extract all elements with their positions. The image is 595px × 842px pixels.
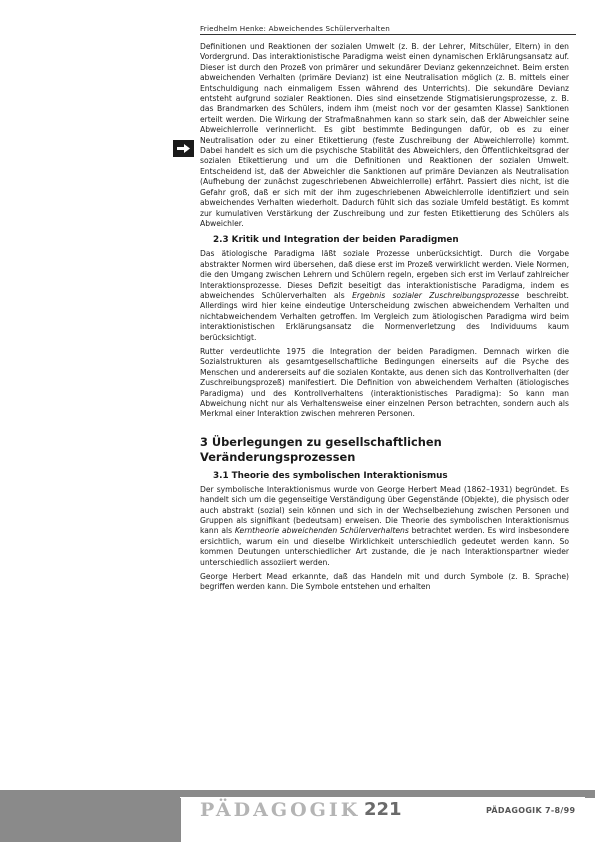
arrow-right-icon <box>173 140 194 157</box>
emphasis-text: Kerntheorie abweichenden Schülerverhaltens <box>234 526 409 536</box>
emphasis-text: Ergebnis sozialer Zuschreibungsprozesse <box>352 290 520 300</box>
paragraph-text: betrachtet werden. Es wird insbesondere ersichtlich, warum ein und dieselbe Wirklichkeit unterschiedlich gedeutet werden kann. So kommen Deutungen unterschiedlicher Art zustande, die je nach Interaktionspartner wieder unterschiedlich assoziiert werden. <box>200 526 569 567</box>
paragraph <box>200 249 569 343</box>
page-number: 221 <box>364 799 402 820</box>
issue-label: PÄDAGOGIK 7-8/99 <box>486 806 576 815</box>
subheading: 2.3 Kritik und Integration der beiden Paradigmen <box>213 235 459 246</box>
subheading: 3.1 Theorie des symbolischen Interaktionismus <box>213 470 448 481</box>
section-heading: 3 Überlegungen zu gesellschaftlichen Veränderungsprozessen <box>200 434 442 464</box>
paragraph-text: beschreibt. Allerdings wird hier keine eindeutige Unterscheidung zwischen abweichendem Verhalten und nichtabweichendem Verhalten getroffen. Im Vergleich zum ätiologischen Paradigma wird beim interaktionistischen Erklärungsansatz die Normenverletzung des Individuums kaum berücksichtigt. <box>200 290 569 342</box>
magazine-logo: PÄDAGOGIK <box>200 799 361 821</box>
paragraph: Rutter verdeutlichte 1975 die Integration der beiden Paradigmen. Demnach wirken die Sozialstrukturen als gesamtgesellschaftliche Bedingungen einerseits auf die Psyche des Menschen und andererseits auf die sozialen Kontakte, aus denen sich das Kontrollverhalten (der Zuschreibungsprozeß) manifestiert. Die Definition von abweichendem Verhalten (ätiologisches Paradigma) und des Kontrollverhaltens (interaktionistisches Paradigma): So kann man Abweichung nicht nur als Verhaltensweise einer einzelnen Person betrachten, sondern auch als Merkmal einer Interaktion zwischen mehreren Personen. <box>200 346 569 419</box>
paragraph-text: Der symbolische Interaktionismus wurde von George Herbert Mead (1862–1931) begründet. Es handelt sich um die gegenseitige Verständigung über Gegenstände (Objekte), die physisch oder auch abstrakt (sozial) sein können und sich in der Wechselbeziehung zwischen Personen und Gruppen als signifikant (bedeutsam) erweisen. Die Theorie des symbolischen Interaktionismus kann als <box>200 484 569 536</box>
header-rule <box>200 34 576 35</box>
paragraph-text: Das ätiologische Paradigma läßt soziale Prozesse unberücksichtigt. Durch die Vorgabe abstrakter Normen wird übersehen, daß diese erst im Prozeß verwirklicht werden. Viele Normen, die den Umgang zwischen Lehrern und Schülern regeln, ergeben sich erst im Verlauf zahlreicher Interaktionsprozesse. Dieses Defizit beseitigt das interaktionistische Paradigma, indem es abweichendes Schülerverhalten als <box>200 249 569 300</box>
paragraph: Definitionen und Reaktionen der sozialen Umwelt (z. B. der Lehrer, Mitschüler, Eltern) in den Vordergrund. Das interaktionistische Paradigma weist einen dynamischen Erklärungsansatz auf. Dieser ist durch den Prozeß von primärer und sekundärer Devianz gekennzeichnet. Beim ersten abweichenden Verhalten (primäre Devianz) ist eine Neutralisation möglich (z. B. mittels einer Entschuldigung nach einmaligem Essen während des Unterrichts). Die sekundäre Devianz entsteht aufgrund sozialer Reaktionen. Dies sind einsetzende Stigmatisierungsprozesse, z. B. das Brandmarken des Schülers, indem ihm (meist noch vor der gesamten Klasse) Sanktionen erteilt werden. Die Wirkung der Strafmaßnahmen kann so stark sein, daß der Abweichler seine Abweichlerrolle verinnerlicht. Es gibt bestimmte Bedingungen dafür, ob es zu einer Neutralisation oder zu einer Etikettierung (feste Zuschreibung der Abweichlerrolle) kommt. Dabei handelt es sich um die psychische Stabilität des Abweichlers, den Öffentlichkeitsgrad der sozialen Etikettierung und um die Definitionen und Reaktionen der sozialen Umwelt. Entscheidend ist, daß der Abweichler die Sanktionen auf primäre Devianzen als Neutralisation (Aufhebung der zunächst zugeschriebenen Abweichlerrolle) erfährt. Passiert dies nicht, ist die Gefahr groß, daß er sich mit der ihm zugeschriebenen Abweichlerrolle identifiziert und sein abweichendes Verhalten wiederholt. Dadurch fühlt sich das soziale Umfeld bestätigt. Es kommt zur kumulativen Verstärkung der Zuschreibung und zur festen Etikettierung des Schülers als Abweichler. <box>200 42 569 228</box>
left-margin <box>0 0 181 790</box>
main-text <box>200 42 569 593</box>
footer-rule <box>180 797 585 798</box>
running-head: Friedhelm Henke: Abweichendes Schülerverhalten <box>200 24 390 33</box>
paragraph: George Herbert Mead erkannte, daß das Handeln mit und durch Symbole (z. B. Sprache) begriffen werden kann. Die Symbole entstehen und erhalten <box>200 572 569 592</box>
paragraph <box>200 485 569 568</box>
